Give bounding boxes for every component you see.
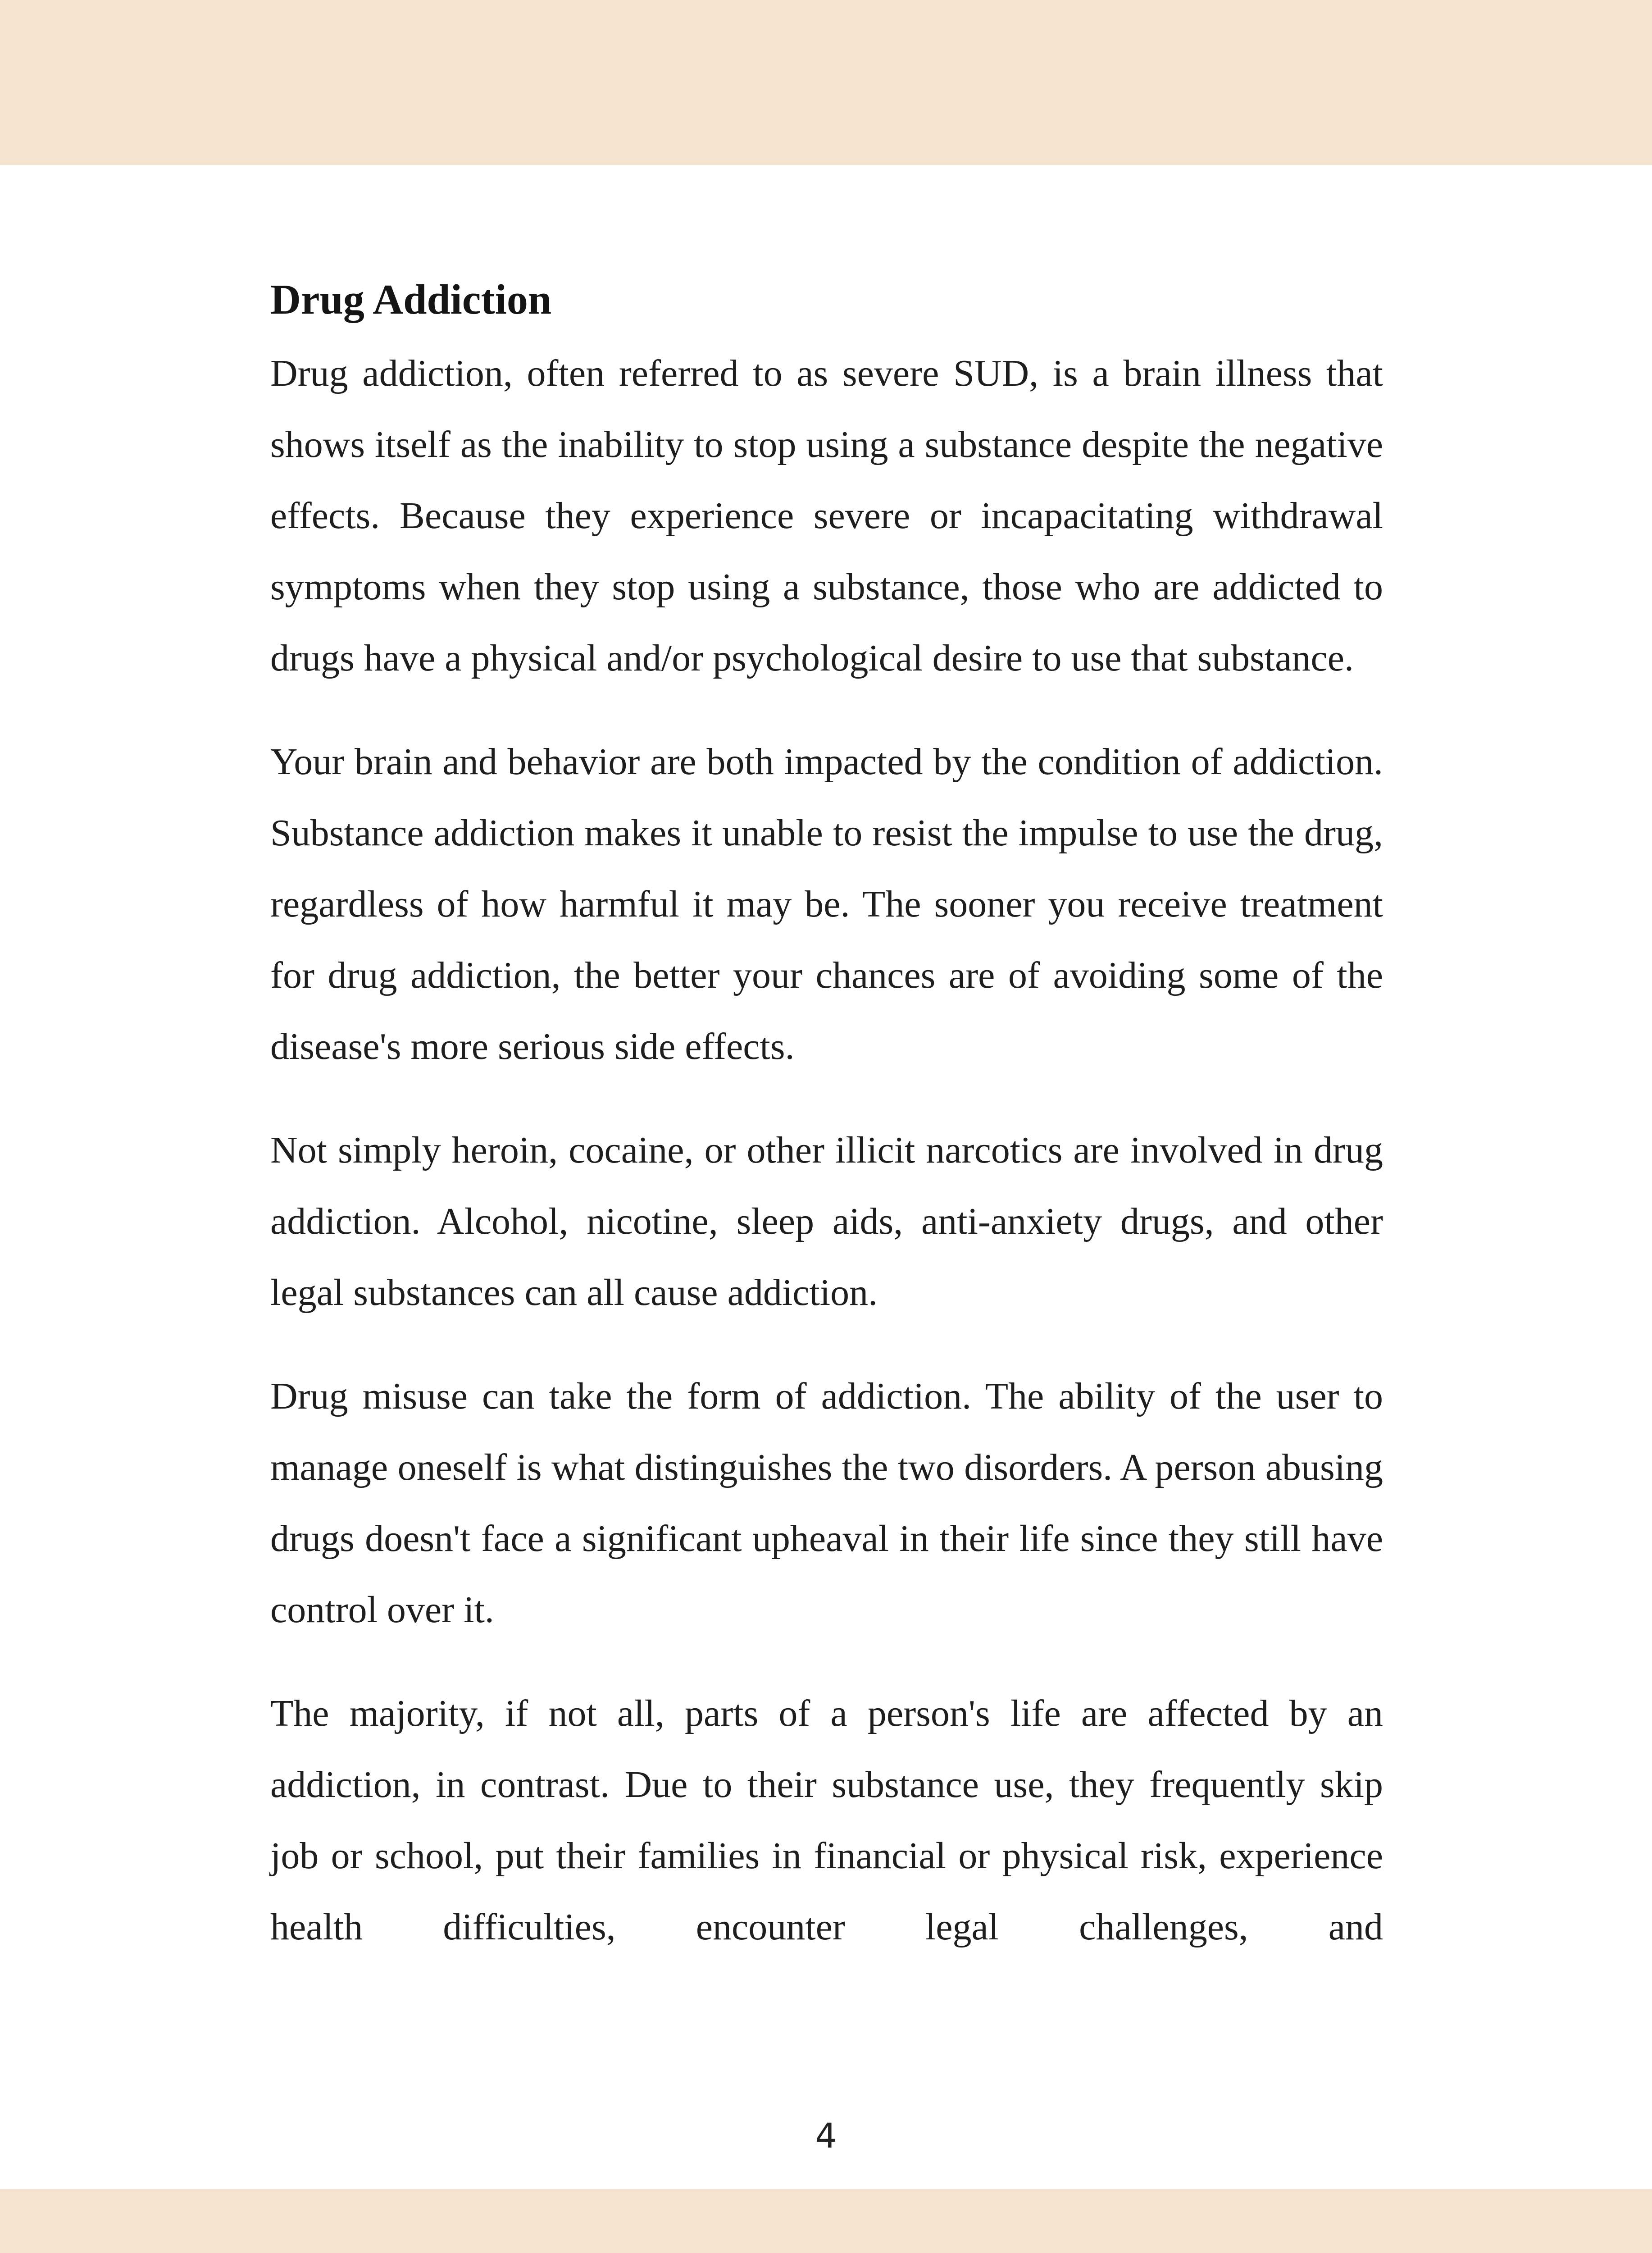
paragraph-3: Not simply heroin, cocaine, or other illicit narcotics are involved in drug addiction. Alcohol, nicotine, sleep aids, anti-anxiety drugs, and other legal substances can all cause addiction. — [270, 1129, 1383, 1313]
paragraph-5: The majority, if not all, parts of a person's life are affected by an addiction, in contrast. Due to their substance use, they frequently skip job or school, put their families in financial or physical risk, experience health difficulties, encounter legal challenges, and — [270, 1692, 1383, 1948]
page-number: 4 — [815, 2116, 837, 2156]
section-heading: Drug Addiction — [270, 276, 552, 323]
top-decorative-band — [0, 0, 1652, 165]
paragraph-2: Your brain and behavior are both impacted by the condition of addiction. Substance addiction makes it unable to resist the impulse to use the drug, regardless of how harmful it may be. The sooner you receive treatment for drug addiction, the better your chances are of avoiding some of the disease's more serious side effects. — [270, 741, 1383, 1067]
bottom-decorative-band — [0, 2189, 1652, 2253]
paragraph-4: Drug misuse can take the form of addiction. The ability of the user to manage oneself is what distinguishes the two disorders. A person abusing drugs doesn't face a significant upheaval in their life since they still have control over it. — [270, 1375, 1383, 1631]
page-content — [270, 266, 1383, 1963]
paragraph-1: Drug addiction, often referred to as severe SUD, is a brain illness that shows itself as the inability to stop using a substance despite the negative effects. Because they experience severe or incapacitating withdrawal symptoms when they stop using a substance, those who are addicted to drugs have a physical and/or psychological desire to use that substance. — [270, 352, 1383, 679]
